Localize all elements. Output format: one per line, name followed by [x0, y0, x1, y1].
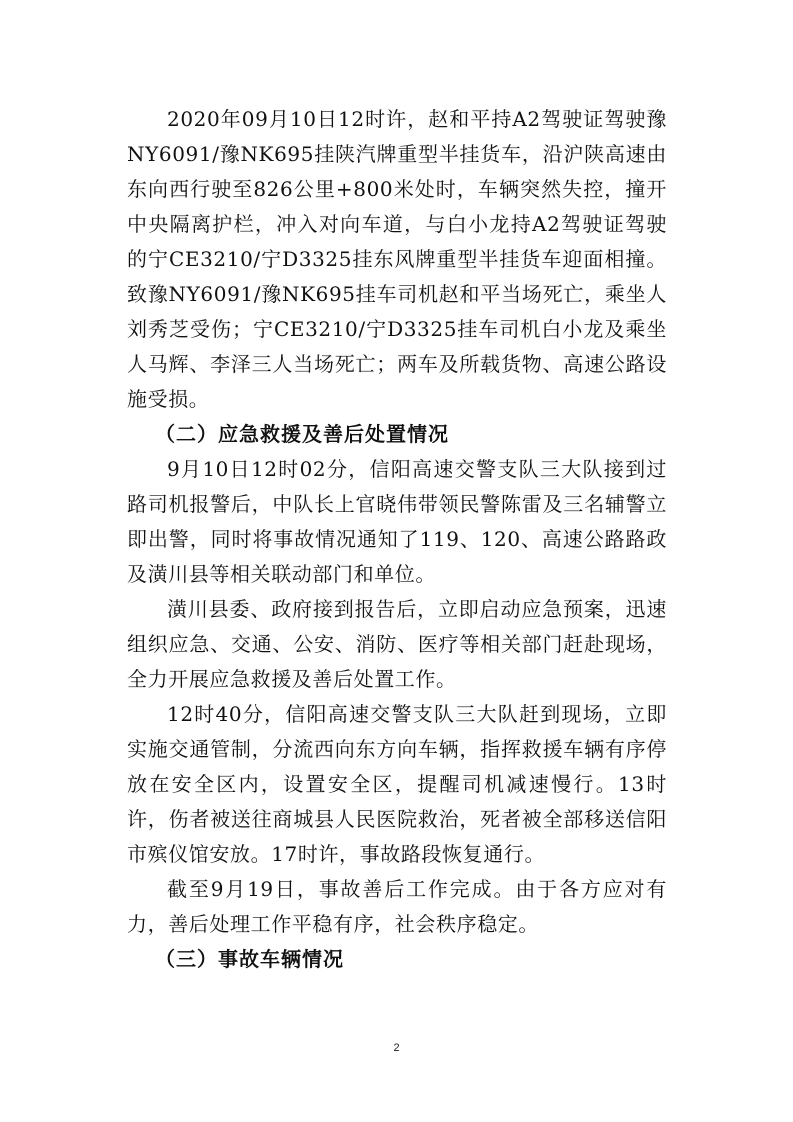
paragraph-accident-summary: 2020年09月10日12时许，赵和平持A2驾驶证驾驶豫NY6091/豫NK695挂陕汽牌重型半挂货车，沿沪陕高速由东向西行驶至826公里+800米处时，车辆突然失控，撞开中央隔离护栏，冲入对向车道，与白小龙持A2驾驶证驾驶的宁CE3210/宁D3325挂东风牌重型半挂货车迎面相撞。致豫NY6091/豫NK695挂车司机赵和平当场死亡，乘坐人刘秀芝受伤；宁CE3210/宁D3325挂车司机白小龙及乘坐人马辉、李泽三人当场死亡；两车及所载货物、高速公路设施受损。 — [127, 107, 667, 411]
paragraph-county-response: 潢川县委、政府接到报告后，立即启动应急预案，迅速组织应急、交通、公安、消防、医疗等相关部门赶赴现场，全力开展应急救援及善后处置工作。 — [127, 597, 667, 691]
paragraph-police-response: 9月10日12时02分，信阳高速交警支队三大队接到过路司机报警后，中队长上官晓伟带领民警陈雷及三名辅警立即出警，同时将事故情况通知了119、120、高速公路路政及潢川县等相关联动部门和单位。 — [127, 457, 667, 586]
paragraph-aftermath-complete: 截至9月19日，事故善后工作完成。由于各方应对有力，善后处理工作平稳有序，社会秩序稳定。 — [127, 877, 667, 936]
document-body — [127, 102, 667, 977]
section-heading-vehicles: （三）事故车辆情况 — [155, 947, 344, 971]
section-heading-emergency-rescue: （二）应急救援及善后处置情况 — [155, 422, 449, 446]
paragraph-traffic-control: 12时40分，信阳高速交警支队三大队赶到现场，立即实施交通管制，分流西向东方向车辆，指挥救援车辆有序停放在安全区内，设置安全区，提醒司机减速慢行。13时许，伤者被送往商城县人民医院救治，死者被全部移送信阳市殡仪馆安放。17时许，事故路段恢复通行。 — [127, 702, 667, 866]
page-number: 2 — [393, 1042, 400, 1054]
